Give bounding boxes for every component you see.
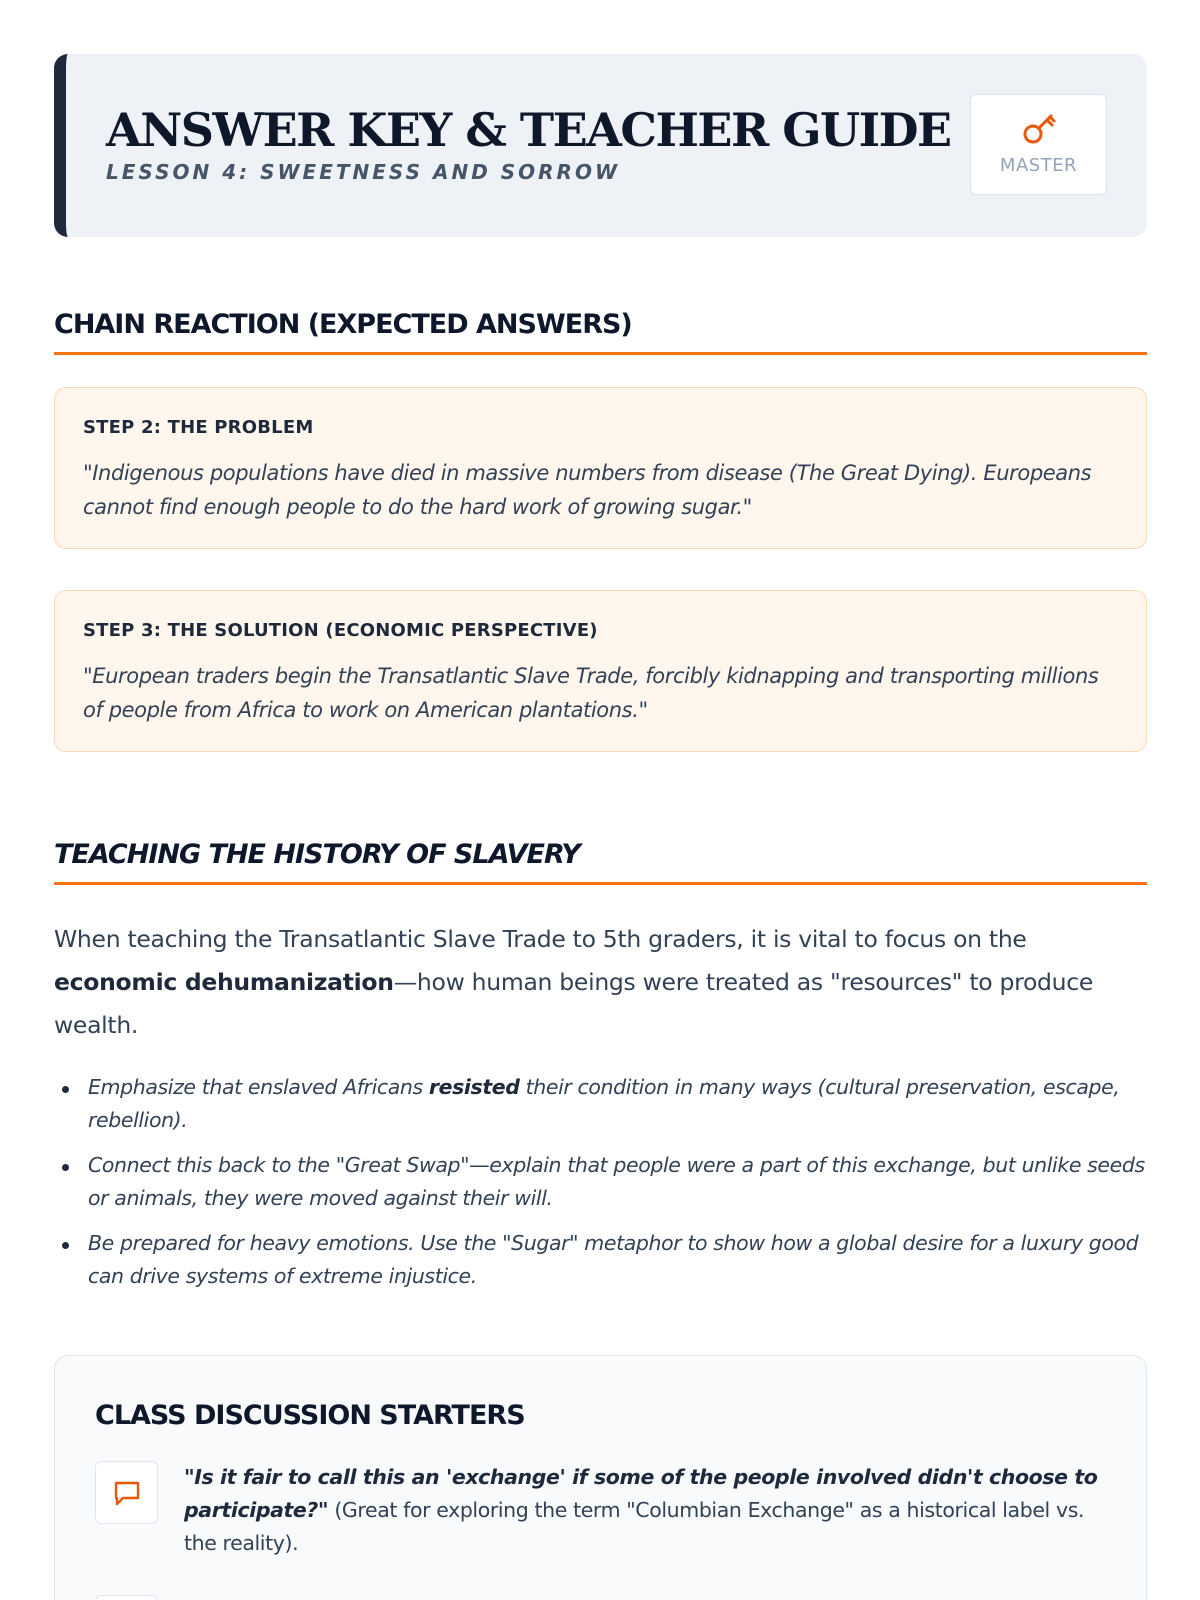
page-title: ANSWER KEY & TEACHER GUIDE — [106, 103, 951, 157]
chat-bubble-icon — [95, 1595, 158, 1600]
step-3-answer: "European traders begin the Transatlantic Slave Trade, forcibly kidnapping and transporting millions of people from Africa to work on American plantations." — [83, 664, 1099, 722]
question-text: "Is it fair to call this an 'exchange' if some of the people involved didn't choose to participate?" — [184, 1465, 1098, 1522]
lesson-subtitle: LESSON 4: SWEETNESS AND SORROW — [106, 160, 621, 184]
tip-1-after: their condition in many ways (cultural preservation, escape, rebellion). — [88, 1075, 1120, 1132]
list-item: Be prepared for heavy emotions. Use the "Sugar" metaphor to show how a global desire for a luxury good can drive systems of extreme injustice. — [54, 1227, 1147, 1293]
step-3-card — [54, 590, 1147, 752]
question-note: (Great for exploring the term "Columbian Exchange" as a historical label vs. the reality). — [184, 1498, 1085, 1555]
list-item — [54, 1071, 1147, 1137]
master-badge — [970, 94, 1107, 195]
discussion-item — [95, 1461, 1106, 1560]
discussion-question-1 — [184, 1461, 1106, 1560]
tip-1-before: Emphasize that enslaved Africans — [88, 1075, 429, 1099]
step-2-answer: "Indigenous populations have died in massive numbers from disease (The Great Dying). Europeans cannot find enough people to do the hard work of growing sugar." — [83, 461, 1092, 519]
teaching-intro-before: When teaching the Transatlantic Slave Trade to 5th graders, it is vital to focus on the — [54, 925, 1027, 953]
tip-1-bold: resisted — [428, 1075, 520, 1099]
teaching-heading: TEACHING THE HISTORY OF SLAVERY — [54, 839, 1147, 885]
discussion-card — [54, 1355, 1147, 1600]
teaching-intro-bold: economic dehumanization — [54, 968, 394, 996]
key-icon — [1019, 109, 1059, 149]
teaching-tips-list — [54, 1071, 1147, 1305]
teaching-intro-after: —how human beings were treated as "resources" to produce wealth. — [54, 968, 1094, 1039]
list-item: Connect this back to the "Great Swap"—explain that people were a part of this exchange, but unlike seeds or animals, they were moved against their will. — [54, 1149, 1147, 1215]
step-3-label: STEP 3: THE SOLUTION (ECONOMIC PERSPECTIVE) — [83, 620, 598, 641]
chat-bubble-icon — [95, 1461, 158, 1524]
step-2-card — [54, 387, 1147, 549]
master-label: MASTER — [999, 155, 1078, 176]
discussion-title: CLASS DISCUSSION STARTERS — [95, 1400, 525, 1431]
chain-reaction-heading: CHAIN REACTION (EXPECTED ANSWERS) — [54, 309, 1147, 355]
teaching-intro — [54, 918, 1147, 1047]
header-card — [54, 54, 1147, 237]
step-2-label: STEP 2: THE PROBLEM — [83, 417, 314, 438]
